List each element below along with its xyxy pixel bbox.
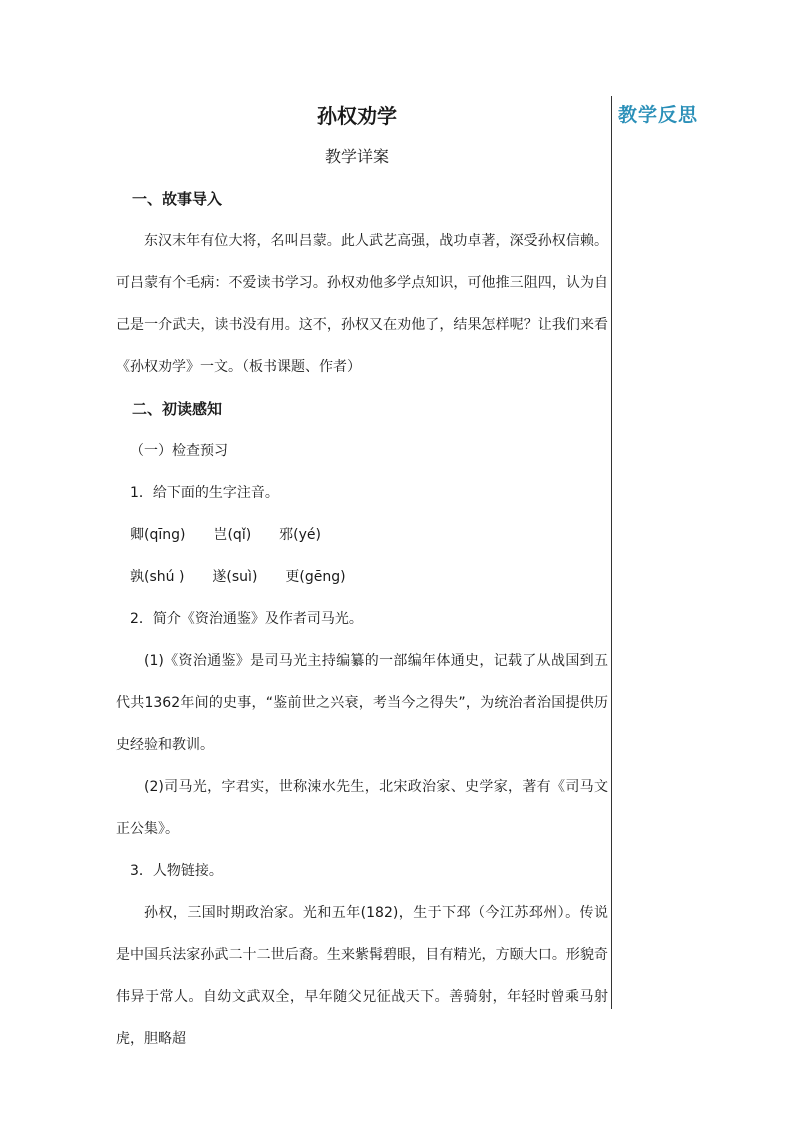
pinyin-row-1 (116, 514, 608, 556)
item-2-heading: 2．简介《资治通鉴》及作者司马光。 (130, 611, 363, 627)
reflection-heading: 教学反思 (618, 104, 699, 126)
item-2-paragraph-2: (2)司马光，字君实，世称涑水先生，北宋政治家、史学家，著有《司马文正公集》。 (116, 779, 608, 837)
pinyin-entry: 邪(yé) (279, 527, 321, 543)
item-1-heading: 1．给下面的生字注音。 (130, 485, 279, 501)
document-subtitle: 教学详案 (324, 147, 389, 166)
section-1-paragraph: 东汉末年有位大将，名叫吕蒙。此人武艺高强，战功卓著，深受孙权信赖。可吕蒙有个毛病：不爱读书学习。孙权劝他多学点知识，可他推三阻四，认为自己是一介武夫，读书没有用。这不，孙权又在劝他了，结果怎样呢？让我们来看《孙权劝学》一文。（板书课题、作者） (116, 233, 608, 375)
item-3-heading: 3．人物链接。 (130, 863, 223, 879)
pinyin-entry: 孰(shú ) (130, 569, 185, 585)
document-title: 孙权劝学 (317, 104, 397, 128)
pinyin-entry: 更(gēng) (285, 569, 346, 585)
section-2-heading: 二、初读感知 (132, 400, 223, 418)
pinyin-entry: 卿(qīng) (130, 527, 186, 543)
pinyin-row-2 (116, 556, 608, 598)
subsection-preview-check: （一）检查预习 (130, 443, 228, 459)
item-3-paragraph: 孙权，三国时期政治家。光和五年(182)，生于下邳（今江苏邳州）。传说是中国兵法家孙武二十二世后裔。生来紫髯碧眼，目有精光，方颐大口。形貌奇伟异于常人。自幼文武双全，早年随父兄征战天下。善骑射，年轻时曾乘马射虎，胆略超 (116, 905, 608, 1047)
pinyin-entry: 岂(qǐ) (213, 527, 252, 543)
section-1-heading: 一、故事导入 (132, 190, 223, 208)
lesson-plan-body (116, 96, 608, 1060)
item-2-paragraph-1: (1)《资治通鉴》是司马光主持编纂的一部编年体通史，记载了从战国到五代共1362年间的史事，“鉴前世之兴衰，考当今之得失”，为统治者治国提供历史经验和教训。 (116, 653, 608, 753)
pinyin-entry: 遂(suì) (212, 569, 258, 585)
column-divider (611, 96, 612, 1009)
